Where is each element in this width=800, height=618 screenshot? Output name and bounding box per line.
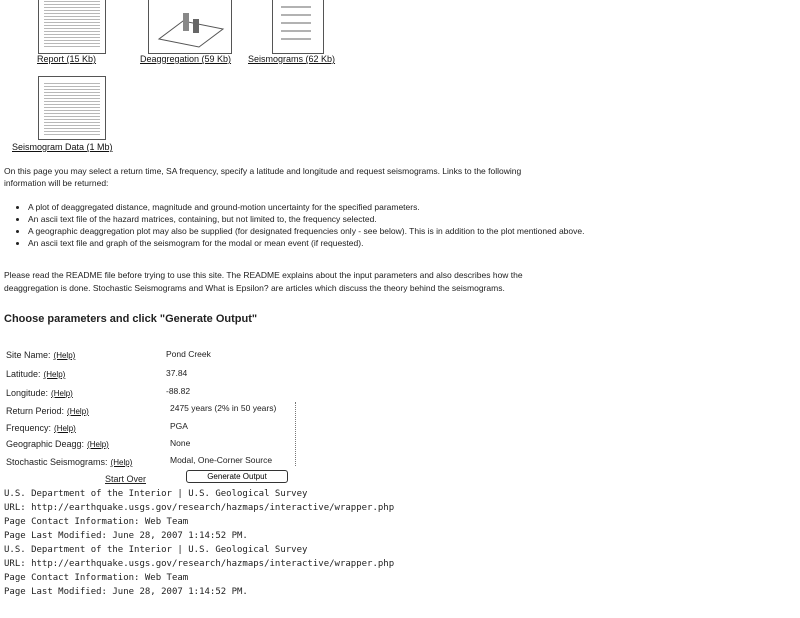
deaggregation-plot-icon <box>149 0 231 53</box>
form-heading: Choose parameters and click "Generate Output" <box>4 313 258 325</box>
footer-last-modified: Page Last Modified: June 28, 2007 1:14:52 PM. <box>4 587 248 597</box>
return-period-label <box>6 406 89 416</box>
intro-text-line1: On this page you may select a return time, SA frequency, specify a latitude and longitude and request seismograms. Links to the following <box>4 166 522 176</box>
deaggregation-link[interactable]: Deaggregation (59 Kb) <box>140 54 232 64</box>
stochastic-seismograms-select[interactable]: Modal, One-Corner Source <box>170 455 273 465</box>
field-label: Longitude: <box>6 388 49 398</box>
footer-last-modified: Page Last Modified: June 28, 2007 1:14:52 PM. <box>4 531 248 541</box>
return-period-help-link[interactable]: (Help) <box>67 407 89 416</box>
stochastic-seismograms-help-link[interactable]: (Help) <box>110 458 133 467</box>
footer-doi-usgs[interactable]: U.S. Department of the Interior | U.S. Geological Survey <box>4 489 308 499</box>
list-item: • An ascii text file and graph of the seismogram for the modal or mean event (if requested). <box>28 238 593 249</box>
footer-url[interactable]: URL: http://earthquake.usgs.gov/research/hazmaps/interactive/wrapper.php <box>4 503 395 513</box>
longitude-input[interactable]: -88.82 <box>166 386 191 396</box>
report-link[interactable]: Report (15 Kb) <box>37 54 97 64</box>
site-name-help-link[interactable]: (Help) <box>53 351 76 360</box>
field-label: Stochastic Seismograms: <box>6 457 108 467</box>
footer-contact[interactable]: Page Contact Information: Web Team <box>4 573 189 583</box>
deaggregation-thumbnail[interactable] <box>148 0 232 54</box>
latitude-help-link[interactable]: (Help) <box>43 370 66 379</box>
site-name-label <box>6 350 75 360</box>
report-thumbnail[interactable] <box>38 0 106 54</box>
returned-info-list <box>14 202 593 250</box>
geographic-deagg-help-link[interactable]: (Help) <box>87 440 109 449</box>
latitude-label <box>6 369 65 379</box>
list-item: • An ascii text file of the hazard matrices, containing, but not limited to, the frequency selected. <box>28 214 593 225</box>
generate-output-button[interactable]: Generate Output <box>186 470 288 483</box>
seismogram-data-thumbnail[interactable] <box>38 76 106 140</box>
footer-contact[interactable]: Page Contact Information: Web Team <box>4 517 189 527</box>
footer-url[interactable]: URL: http://earthquake.usgs.gov/research/hazmaps/interactive/wrapper.php <box>4 559 395 569</box>
field-label: Site Name: <box>6 350 51 360</box>
frequency-select[interactable]: PGA <box>170 421 188 431</box>
seismograms-thumbnail[interactable] <box>272 0 324 54</box>
footer-doi-usgs[interactable]: U.S. Department of the Interior | U.S. Geological Survey <box>4 545 308 555</box>
field-label: Frequency: <box>6 423 52 433</box>
field-label: Latitude: <box>6 369 41 379</box>
longitude-help-link[interactable]: (Help) <box>51 389 73 398</box>
geographic-deagg-label <box>6 439 109 449</box>
field-label: Return Period: <box>6 406 65 416</box>
readme-text-line1: Please read the README file before trying to use this site. The README explains about the input parameters and also describes how the <box>4 270 523 280</box>
site-name-input[interactable]: Pond Creek <box>166 349 211 359</box>
readme-text-line2: deaggregation is done. Stochastic Seismograms and What is Epsilon? are articles which discuss the theory behind the seismograms. <box>4 283 505 293</box>
return-period-select[interactable]: 2475 years (2% in 50 years) <box>170 403 277 413</box>
frequency-label <box>6 423 76 433</box>
longitude-label <box>6 388 73 398</box>
dropdown-scrollbar[interactable] <box>295 402 310 466</box>
seismogram-traces-icon <box>273 0 323 53</box>
intro-text-line2: information will be returned: <box>4 178 109 188</box>
geographic-deagg-select[interactable]: None <box>170 438 191 448</box>
field-label: Geographic Deagg: <box>6 439 85 449</box>
stochastic-seismograms-label <box>6 457 132 467</box>
frequency-help-link[interactable]: (Help) <box>54 424 76 433</box>
start-over-button[interactable]: Start Over <box>105 474 147 484</box>
list-item: • A geographic deaggregation plot may also be supplied (for designated frequencies only - see below). This is in addition to the plot mentioned above. <box>28 226 593 237</box>
list-item: • A plot of deaggregated distance, magnitude and ground-motion uncertainty for the specified parameters. <box>28 202 593 213</box>
seismogram-data-link[interactable]: Seismogram Data (1 Mb) <box>12 142 113 152</box>
latitude-input[interactable]: 37.84 <box>166 368 188 378</box>
seismograms-link[interactable]: Seismograms (62 Kb) <box>248 54 336 64</box>
